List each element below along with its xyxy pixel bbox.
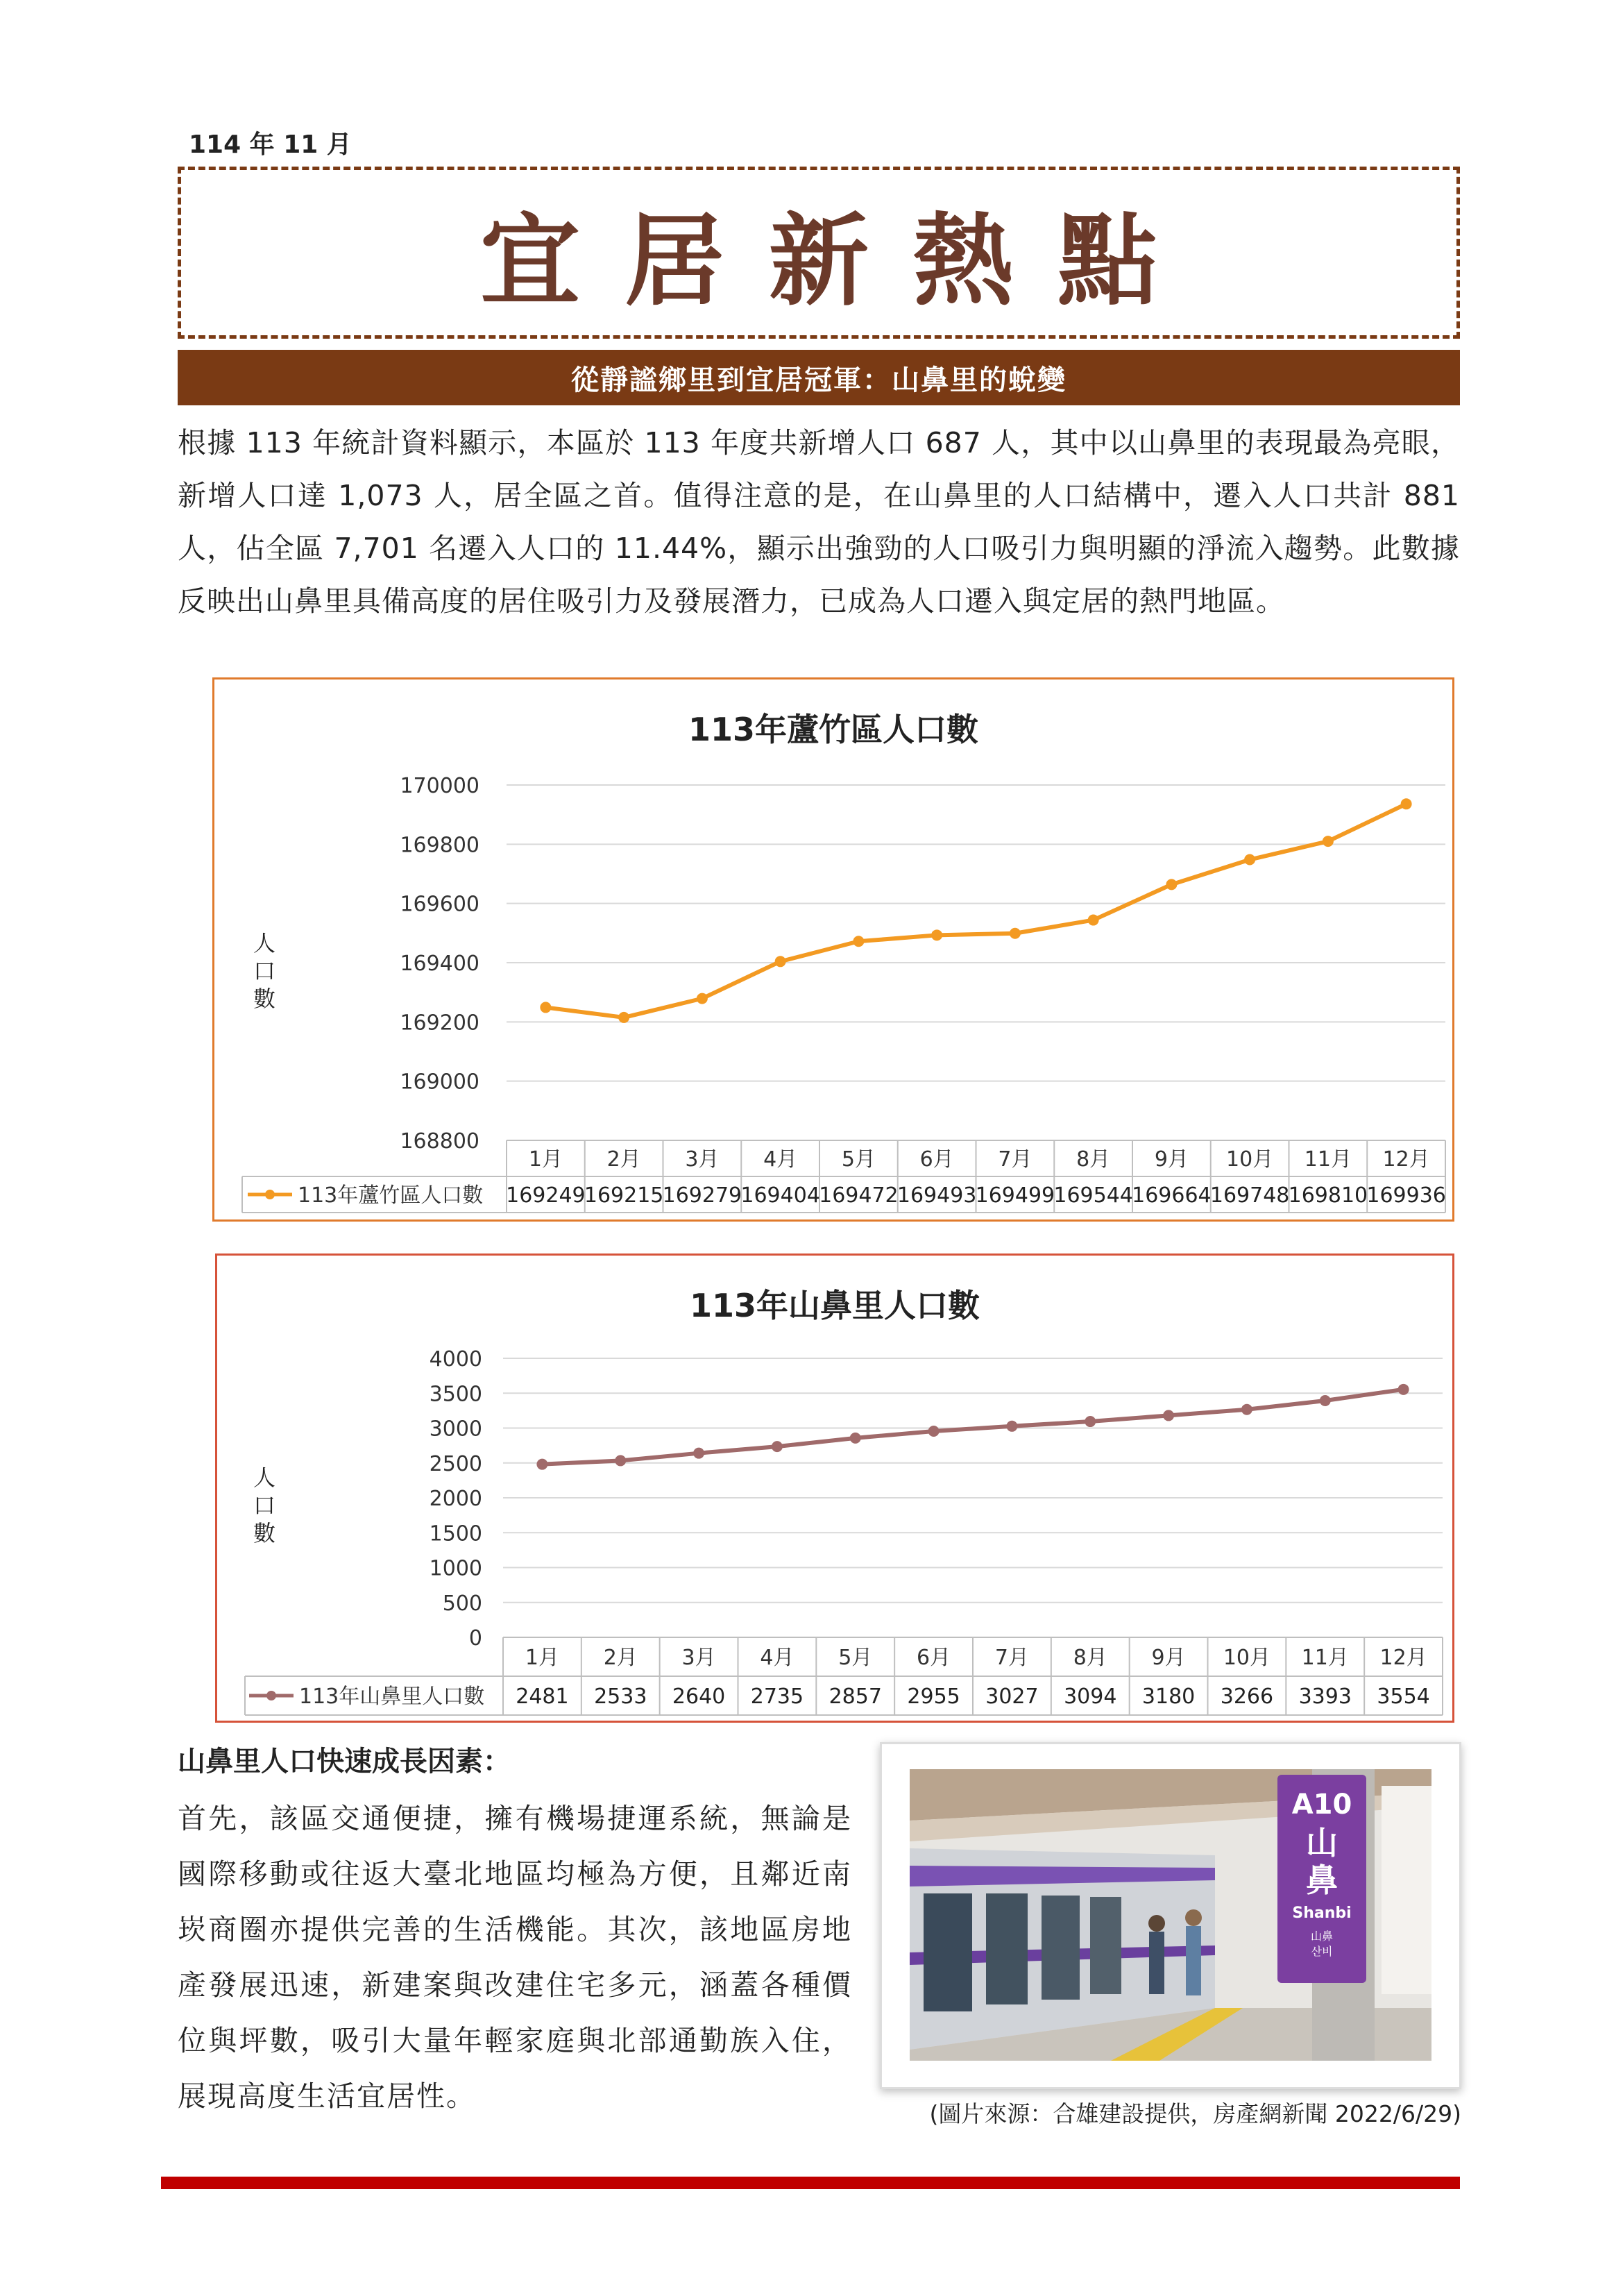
station-photo (880, 1742, 1461, 2089)
data-point (536, 1459, 547, 1470)
data-table-value: 169544 (1053, 1183, 1133, 1208)
data-point (931, 929, 942, 940)
intro-paragraph: 根據 113 年統計資料顯示，本區於 113 年度共新增人口 687 人，其中以山鼻里的表現最為亮眼，新增人口達 1,073 人，居全區之首。值得注意的是，在山鼻里的人口結構中，遷入人口共計 881 人，佔全區 7,701 名遷入人口的 11.44%，顯示出強勁的人口吸引力與明顯的淨流入趨勢。此數據反映出山鼻里具備高度的居住吸引力及發展潛力，已成為人口遷入與定居的熱門地區。 (178, 426, 1460, 618)
data-point (1085, 1416, 1096, 1427)
x-tick-label: 12月 (1382, 1147, 1430, 1172)
factors-heading: 山鼻里人口快速成長因素： (178, 1746, 511, 1778)
data-table-value: 3554 (1377, 1685, 1430, 1709)
x-tick-label: 9月 (1151, 1646, 1186, 1670)
data-table-value: 2735 (750, 1685, 804, 1709)
y-tick-label: 169600 (400, 892, 479, 917)
data-table-value: 2481 (516, 1685, 569, 1709)
factors-paragraph: 首先，該區交通便捷，擁有機場捷運系統，無論是國際移動或往返大臺北地區均極為方便，且鄰近南崁商圈亦提供完善的生活機能。其次，該地區房地產發展迅速，新建案與改建住宅多元，涵蓋各種價位與坪數，吸引大量年輕家庭與北部通勤族入住，展現高度生活宜居性。 (178, 1802, 852, 2113)
station-illustration (882, 1744, 1459, 2087)
data-table-value: 169472 (819, 1183, 899, 1208)
series-line (545, 804, 1406, 1018)
y-tick-label: 0 (468, 1626, 482, 1651)
data-table-value: 3266 (1220, 1685, 1274, 1709)
data-table-value: 169279 (662, 1183, 742, 1208)
x-tick-label: 6月 (919, 1147, 954, 1172)
y-axis-label-text: 人 口 數 (253, 930, 275, 1012)
x-tick-label: 10月 (1223, 1646, 1271, 1670)
subtitle: 從靜謐鄉里到宜居冠軍：山鼻里的蛻變 (571, 364, 1067, 396)
photo-caption: (圖片來源：合雄建設提供，房產網新聞 2022/6/29) (929, 2100, 1461, 2127)
x-tick-label: 8月 (1076, 1147, 1111, 1172)
x-tick-label: 7月 (998, 1147, 1033, 1172)
x-tick-label: 9月 (1154, 1147, 1189, 1172)
y-tick-label: 169000 (400, 1070, 479, 1095)
y-tick-label: 169200 (400, 1011, 479, 1036)
data-table-value: 169249 (506, 1183, 586, 1208)
x-tick-label: 4月 (763, 1147, 798, 1172)
x-tick-label: 2月 (606, 1147, 641, 1172)
data-point (618, 1012, 629, 1023)
data-table-value: 169936 (1366, 1183, 1446, 1208)
y-tick-label: 169800 (400, 833, 479, 858)
chart-luzhu (212, 677, 1454, 1222)
data-table-value: 169748 (1209, 1183, 1290, 1208)
data-table-value: 2640 (672, 1685, 726, 1709)
data-point (1398, 1384, 1409, 1395)
x-tick-label: 1月 (528, 1147, 563, 1172)
x-tick-label: 11月 (1301, 1646, 1349, 1670)
x-tick-label: 3月 (685, 1147, 720, 1172)
y-tick-label: 1500 (429, 1521, 482, 1546)
series-line (542, 1390, 1403, 1464)
data-point (850, 1433, 861, 1444)
data-point (1010, 928, 1021, 939)
legend-label: 113年蘆竹區人口數 (298, 1183, 484, 1208)
y-tick-label: 170000 (400, 774, 479, 798)
chart-shanbi (215, 1253, 1454, 1723)
y-tick-label: 2000 (429, 1487, 482, 1511)
data-point (1088, 915, 1099, 926)
data-table-value: 2857 (829, 1685, 882, 1709)
data-table-value: 3180 (1141, 1685, 1196, 1709)
data-table-value: 169215 (584, 1183, 664, 1208)
legend-marker (266, 1691, 276, 1700)
data-point (928, 1426, 940, 1437)
title-banner (178, 167, 1460, 339)
y-tick-label: 1000 (429, 1556, 482, 1581)
chart-svg (214, 679, 1452, 1219)
x-tick-label: 3月 (681, 1646, 716, 1670)
x-tick-label: 2月 (603, 1646, 638, 1670)
sign-char-2: 鼻 (1306, 1862, 1338, 1899)
sign-english: Shanbi (1292, 1905, 1352, 1922)
x-tick-label: 10月 (1226, 1147, 1274, 1172)
data-point (615, 1455, 626, 1466)
x-tick-label: 5月 (838, 1646, 873, 1670)
data-point (772, 1441, 783, 1452)
data-point (853, 936, 864, 947)
data-table-value: 3094 (1064, 1685, 1117, 1709)
x-tick-label: 5月 (841, 1147, 876, 1172)
legend-marker (265, 1190, 275, 1199)
chart-title: 113年山鼻里人口數 (689, 1287, 980, 1324)
data-table-value: 2955 (907, 1685, 960, 1709)
x-tick-label: 7月 (994, 1646, 1029, 1670)
data-table-value: 169810 (1288, 1183, 1368, 1208)
x-tick-label: 11月 (1304, 1147, 1352, 1172)
data-point (1401, 798, 1412, 809)
y-tick-label: 2500 (429, 1451, 482, 1476)
footer-rule (161, 2177, 1460, 2189)
data-table-value: 169404 (740, 1183, 820, 1208)
data-point (1241, 1404, 1252, 1415)
data-point (775, 956, 786, 967)
data-table-value: 2533 (594, 1685, 647, 1709)
y-axis-label-text: 人 口 數 (253, 1464, 275, 1546)
data-table-value: 169664 (1132, 1183, 1212, 1208)
data-point (1163, 1410, 1174, 1421)
data-table-value: 3393 (1298, 1685, 1352, 1709)
y-tick-label: 500 (442, 1591, 482, 1616)
y-tick-label: 169400 (400, 952, 479, 976)
y-tick-label: 4000 (429, 1347, 482, 1371)
data-point (1006, 1421, 1017, 1432)
sign-small-1: 山鼻 (1310, 1930, 1334, 1943)
data-point (1320, 1395, 1331, 1406)
data-point (1323, 836, 1334, 847)
sign-char-1: 山 (1306, 1824, 1338, 1862)
x-tick-label: 1月 (525, 1646, 559, 1670)
sign-code: A10 (1291, 1789, 1352, 1821)
legend-label: 113年山鼻里人口數 (299, 1685, 485, 1709)
y-tick-label: 3500 (429, 1382, 482, 1407)
data-point (697, 993, 708, 1004)
data-point (1244, 854, 1255, 866)
data-point (693, 1448, 704, 1459)
data-table-value: 169493 (897, 1183, 977, 1208)
issue-date: 114 年 11 月 (189, 130, 352, 159)
data-table-value: 169499 (975, 1183, 1055, 1208)
chart-title: 113年蘆竹區人口數 (688, 711, 979, 748)
chart-svg (217, 1256, 1452, 1721)
data-point (1166, 879, 1177, 890)
sign-small-2: 산비 (1311, 1945, 1333, 1958)
data-point (540, 1002, 551, 1013)
x-tick-label: 12月 (1379, 1646, 1427, 1670)
page-title: 宜居新熱點 (479, 201, 1202, 319)
data-table-value: 3027 (985, 1685, 1039, 1709)
x-tick-label: 6月 (917, 1646, 951, 1670)
subtitle-band (178, 350, 1460, 405)
y-tick-label: 168800 (400, 1129, 479, 1154)
y-tick-label: 3000 (429, 1417, 482, 1442)
x-tick-label: 8月 (1073, 1646, 1107, 1670)
x-tick-label: 4月 (760, 1646, 794, 1670)
